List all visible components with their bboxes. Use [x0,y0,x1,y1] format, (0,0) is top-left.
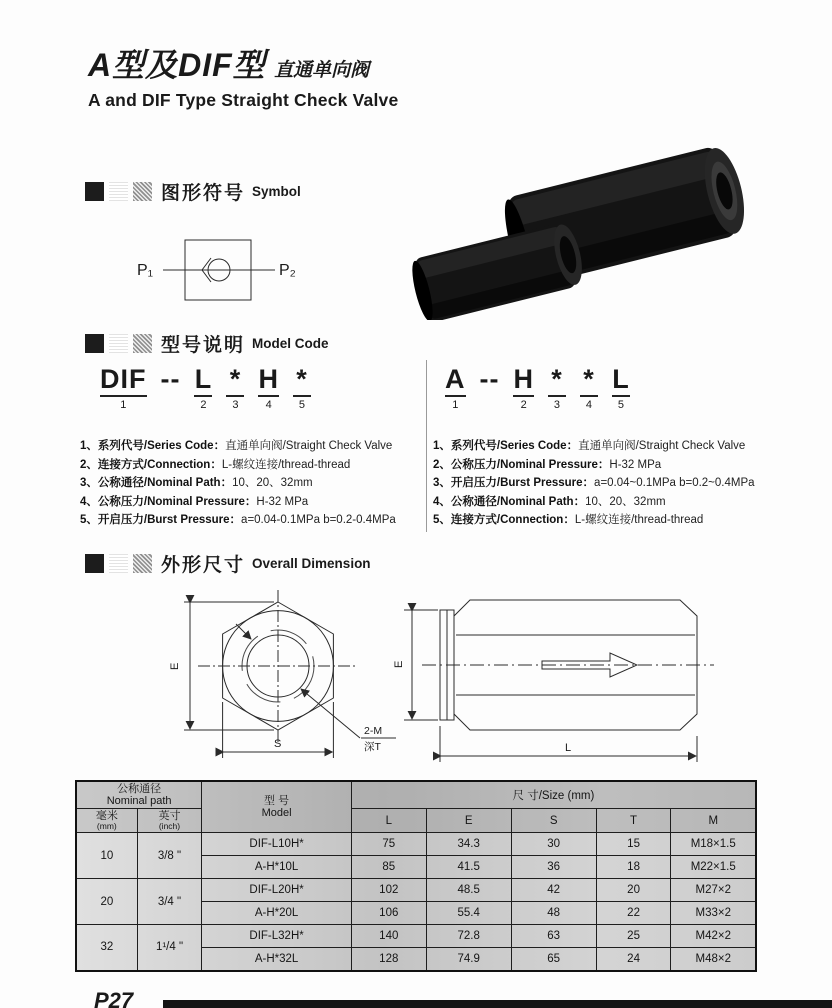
note-line: 3、公称通径/Nominal Path：10、20、32mm [80,477,313,489]
cell-nominal-mm: 20 [76,879,137,925]
code-segment: -- [160,364,181,394]
note-line: 5、开启压力/Burst Pressure：a=0.04-0.1MPa b=0.2-0.4MPa [80,514,396,526]
code-segment: H [513,364,534,394]
cell-nominal-inch: 3/4 " [137,879,202,925]
title-zh-sub: 直通单向阀 [274,60,370,81]
col-header-nominal-path: 公称通径 Nominal path [76,781,202,809]
col-header-inch: 英寸 (inch) [137,809,202,833]
table-row: 20 3/4 " DIF-L20H* 102 48.5 42 20 M27×2 [76,879,756,902]
table-row: A-H*10L 85 41.5 36 18 M22×1.5 [76,856,756,879]
dim-label-e-side: E [393,660,405,668]
front-view-drawing [148,586,400,776]
port-p2-label: P₂ [279,262,296,279]
code-segment: A [445,364,466,394]
heading-square-light-icon [109,182,128,201]
code-segment: DIF [100,364,147,394]
a-notes [433,437,755,530]
product-photo [408,120,782,320]
side-view-drawing [392,580,722,776]
code-segment: * [296,364,308,394]
note-line: 3、开启压力/Burst Pressure：a=0.04~0.1MPa b=0.2~0.4MPa [433,477,755,489]
page-title-block [88,40,398,111]
heading-square-light-icon [109,334,128,353]
model-code-heading-zh: 型号说明 [161,335,246,356]
column-divider [426,360,427,532]
cell-nominal-mm: 32 [76,925,137,971]
note-line: 5、连接方式/Connection：L-螺纹连接/thread-thread [433,514,704,526]
note-line: 4、公称压力/Nominal Pressure：H-32 MPa [80,495,309,508]
symbol-heading-zh: 图形符号 [161,183,246,204]
table-row: A-H*32L 128 74.9 65 24 M48×2 [76,948,756,971]
page-number: P27 [94,988,134,1008]
heading-square-dark-icon [85,554,104,573]
col-header-l: L [351,809,426,833]
col-header-s: S [511,809,596,833]
cell-model: DIF-L20H* [202,879,352,902]
col-header-m: M [671,809,756,833]
check-valve-symbol [133,222,333,314]
cell-nominal-inch: 3/8 " [137,833,202,879]
dim-label-l: L [565,742,572,754]
table-row: A-H*20L 106 55.4 48 22 M33×2 [76,902,756,925]
dimension-section-heading [85,550,371,577]
dim-label-s: S [274,738,282,750]
model-code-heading-en: Model Code [252,336,329,351]
dif-model-code: DIF 1 -- L 2 * 3 H 4 * 5 [100,364,325,411]
table-row: 32 1¹/4 " DIF-L32H* 140 72.8 63 25 M42×2 [76,925,756,948]
cell-nominal-inch: 1¹/4 " [137,925,202,971]
note-line: 2、公称压力/Nominal Pressure：H-32 MPa [433,458,662,471]
cell-model: A-H*20L [202,902,352,925]
title-zh-main: A型及DIF型 [88,47,266,83]
symbol-section-heading [85,178,301,205]
cell-model: A-H*10L [202,856,352,879]
col-header-size: 尺 寸/Size (mm) [351,781,756,809]
model-code-section-heading [85,330,329,357]
code-segment: L [612,364,630,394]
symbol-heading-en: Symbol [252,184,301,199]
dimension-table [75,780,757,972]
heading-square-hatch-icon [133,554,152,573]
cell-nominal-mm: 10 [76,833,137,879]
table-row: 10 3/8 " DIF-L10H* 75 34.3 30 15 M18×1.5 [76,833,756,856]
page-title [88,40,398,86]
thread-callout-bottom: 深T [364,741,381,753]
port-p1-label: P₁ [137,262,154,279]
code-segment: H [258,364,279,394]
heading-square-dark-icon [85,334,104,353]
cell-model: DIF-L32H* [202,925,352,948]
note-line: 1、系列代号/Series Code：直通单向阀/Straight Check Valve [433,440,746,452]
col-header-t: T [596,809,671,833]
thread-callout-top: 2-M [364,725,383,737]
col-header-model: 型 号 Model [202,781,352,833]
note-line: 2、连接方式/Connection：L-螺纹连接/thread-thread [80,458,351,471]
dimension-heading-en: Overall Dimension [252,556,371,571]
code-segment: L [194,364,213,394]
heading-square-dark-icon [85,182,104,201]
heading-square-hatch-icon [133,334,152,353]
note-line: 4、公称通径/Nominal Path：10、20、32mm [433,495,666,508]
dif-notes [80,437,396,530]
col-header-mm: 毫米 (mm) [76,809,137,833]
footer-bar [163,1000,832,1008]
code-segment: * [551,364,563,394]
cell-model: DIF-L10H* [202,833,352,856]
code-segment: -- [479,364,500,394]
a-model-code: A 1 -- H 2 * 3 * 4 L 5 [445,364,630,411]
dimension-heading-zh: 外形尺寸 [161,555,246,576]
code-segment: * [583,364,595,394]
heading-square-light-icon [109,554,128,573]
note-line: 1、系列代号/Series Code：直通单向阀/Straight Check Valve [80,440,393,452]
small-valve-image [408,220,588,320]
cell-model: A-H*32L [202,948,352,971]
col-header-e: E [426,809,511,833]
dim-label-e-front: E [169,662,181,670]
title-en: A and DIF Type Straight Check Valve [88,90,399,110]
code-segment: * [229,364,242,394]
heading-square-hatch-icon [133,182,152,201]
